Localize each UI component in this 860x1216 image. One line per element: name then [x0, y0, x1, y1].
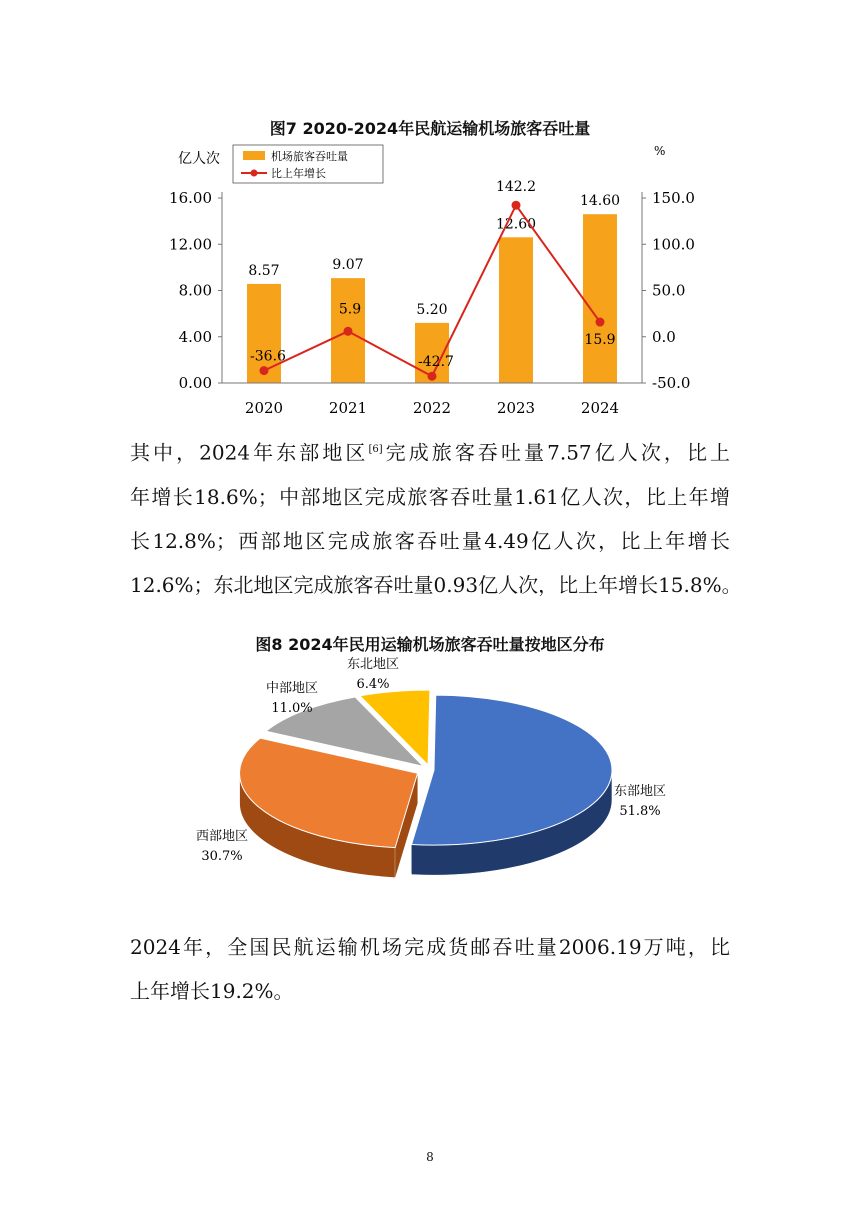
growth-value-label: 142.2 — [495, 179, 537, 196]
figure-8-title: 图8 2024年民用运输机场旅客吞吐量按地区分布 — [255, 635, 605, 654]
growth-value-label: 15.9 — [584, 332, 616, 349]
bar-value-label: 8.57 — [248, 262, 280, 279]
pie-label-percent: 30.7% — [201, 849, 243, 864]
growth-point-2022 — [428, 372, 437, 381]
legend-bar-label: 机场旅客吞吐量 — [271, 150, 348, 163]
legend-line-label: 比上年增长 — [271, 167, 326, 180]
x-tick-label: 2020 — [244, 399, 284, 417]
paragraph1-line4: 12.6%；东北地区完成旅客吞吐量0.93亿人次，比上年增长15.8%。 — [130, 572, 742, 597]
left-axis-unit: 亿人次 — [178, 151, 220, 167]
passenger-throughput-chart — [0, 135, 860, 425]
bar-value-label: 9.07 — [332, 257, 364, 274]
bar-value-label: 14.60 — [579, 193, 621, 210]
pie-label-name: 东北地区 — [346, 657, 400, 672]
growth-point-2020 — [260, 366, 269, 375]
paragraph1-line3: 长12.8%；西部地区完成旅客吞吐量4.49亿人次，比上年增长 — [130, 528, 730, 553]
page-number: 8 — [426, 1150, 434, 1164]
paragraph2-line2: 上年增长19.2%。 — [130, 979, 294, 1003]
pie-label-name: 中部地区 — [265, 681, 319, 696]
left-tick-label: 4.00 — [178, 327, 212, 346]
paragraph1-line1-cont: 完成旅客吞吐量7.57亿人次，比上 — [382, 440, 731, 465]
bar-2023 — [499, 237, 533, 383]
paragraph1-line1: 其中，2024年东部地区 — [130, 440, 369, 465]
x-tick-label: 2024 — [580, 399, 620, 417]
pie-label-name: 西部地区 — [195, 829, 249, 844]
bar-value-label: 12.60 — [495, 216, 537, 233]
paragraph2-line1: 2024年，全国民航运输机场完成货邮吞吐量2006.19万吨，比 — [130, 935, 730, 959]
left-tick-label: 8.00 — [178, 281, 212, 300]
right-tick-label: 50.0 — [652, 281, 686, 300]
paragraph-cargo — [130, 925, 730, 1013]
footnote-marker[interactable]: [6] — [368, 444, 383, 455]
paragraph-regional-passengers — [130, 428, 742, 607]
x-tick-label: 2022 — [412, 399, 452, 417]
pie-label-name: 东部地区 — [613, 784, 667, 799]
right-tick-label: 0.0 — [652, 327, 676, 346]
bar-value-label: 5.20 — [416, 301, 448, 318]
regional-distribution-pie-chart — [0, 655, 860, 905]
growth-value-label: -42.7 — [418, 354, 454, 371]
right-tick-label: -50.0 — [652, 374, 691, 392]
right-tick-label: 150.0 — [652, 189, 695, 207]
growth-point-2024 — [596, 318, 605, 327]
pie-label-percent: 6.4% — [356, 677, 390, 692]
growth-value-label: 5.9 — [338, 301, 362, 318]
paragraph1-line2: 年增长18.6%；中部地区完成旅客吞吐量1.61亿人次，比上年增 — [130, 484, 730, 509]
figure-7-title: 图7 2020-2024年民航运输机场旅客吞吐量 — [269, 119, 591, 138]
growth-point-2023 — [512, 201, 521, 210]
right-tick-label: 100.0 — [652, 235, 695, 254]
bar-2024 — [583, 214, 617, 383]
x-tick-label: 2023 — [496, 399, 536, 417]
x-tick-label: 2021 — [328, 399, 368, 417]
pie-label-percent: 11.0% — [271, 701, 313, 716]
pie-label-percent: 51.8% — [619, 804, 661, 819]
right-axis-unit: % — [654, 144, 666, 158]
left-tick-label: 0.00 — [178, 374, 212, 392]
growth-point-2021 — [344, 327, 353, 336]
legend-bar-swatch — [243, 151, 265, 160]
legend-line-marker — [251, 170, 258, 177]
left-tick-label: 12.00 — [169, 235, 212, 254]
left-tick-label: 16.00 — [169, 189, 212, 207]
growth-value-label: -36.6 — [250, 348, 286, 365]
